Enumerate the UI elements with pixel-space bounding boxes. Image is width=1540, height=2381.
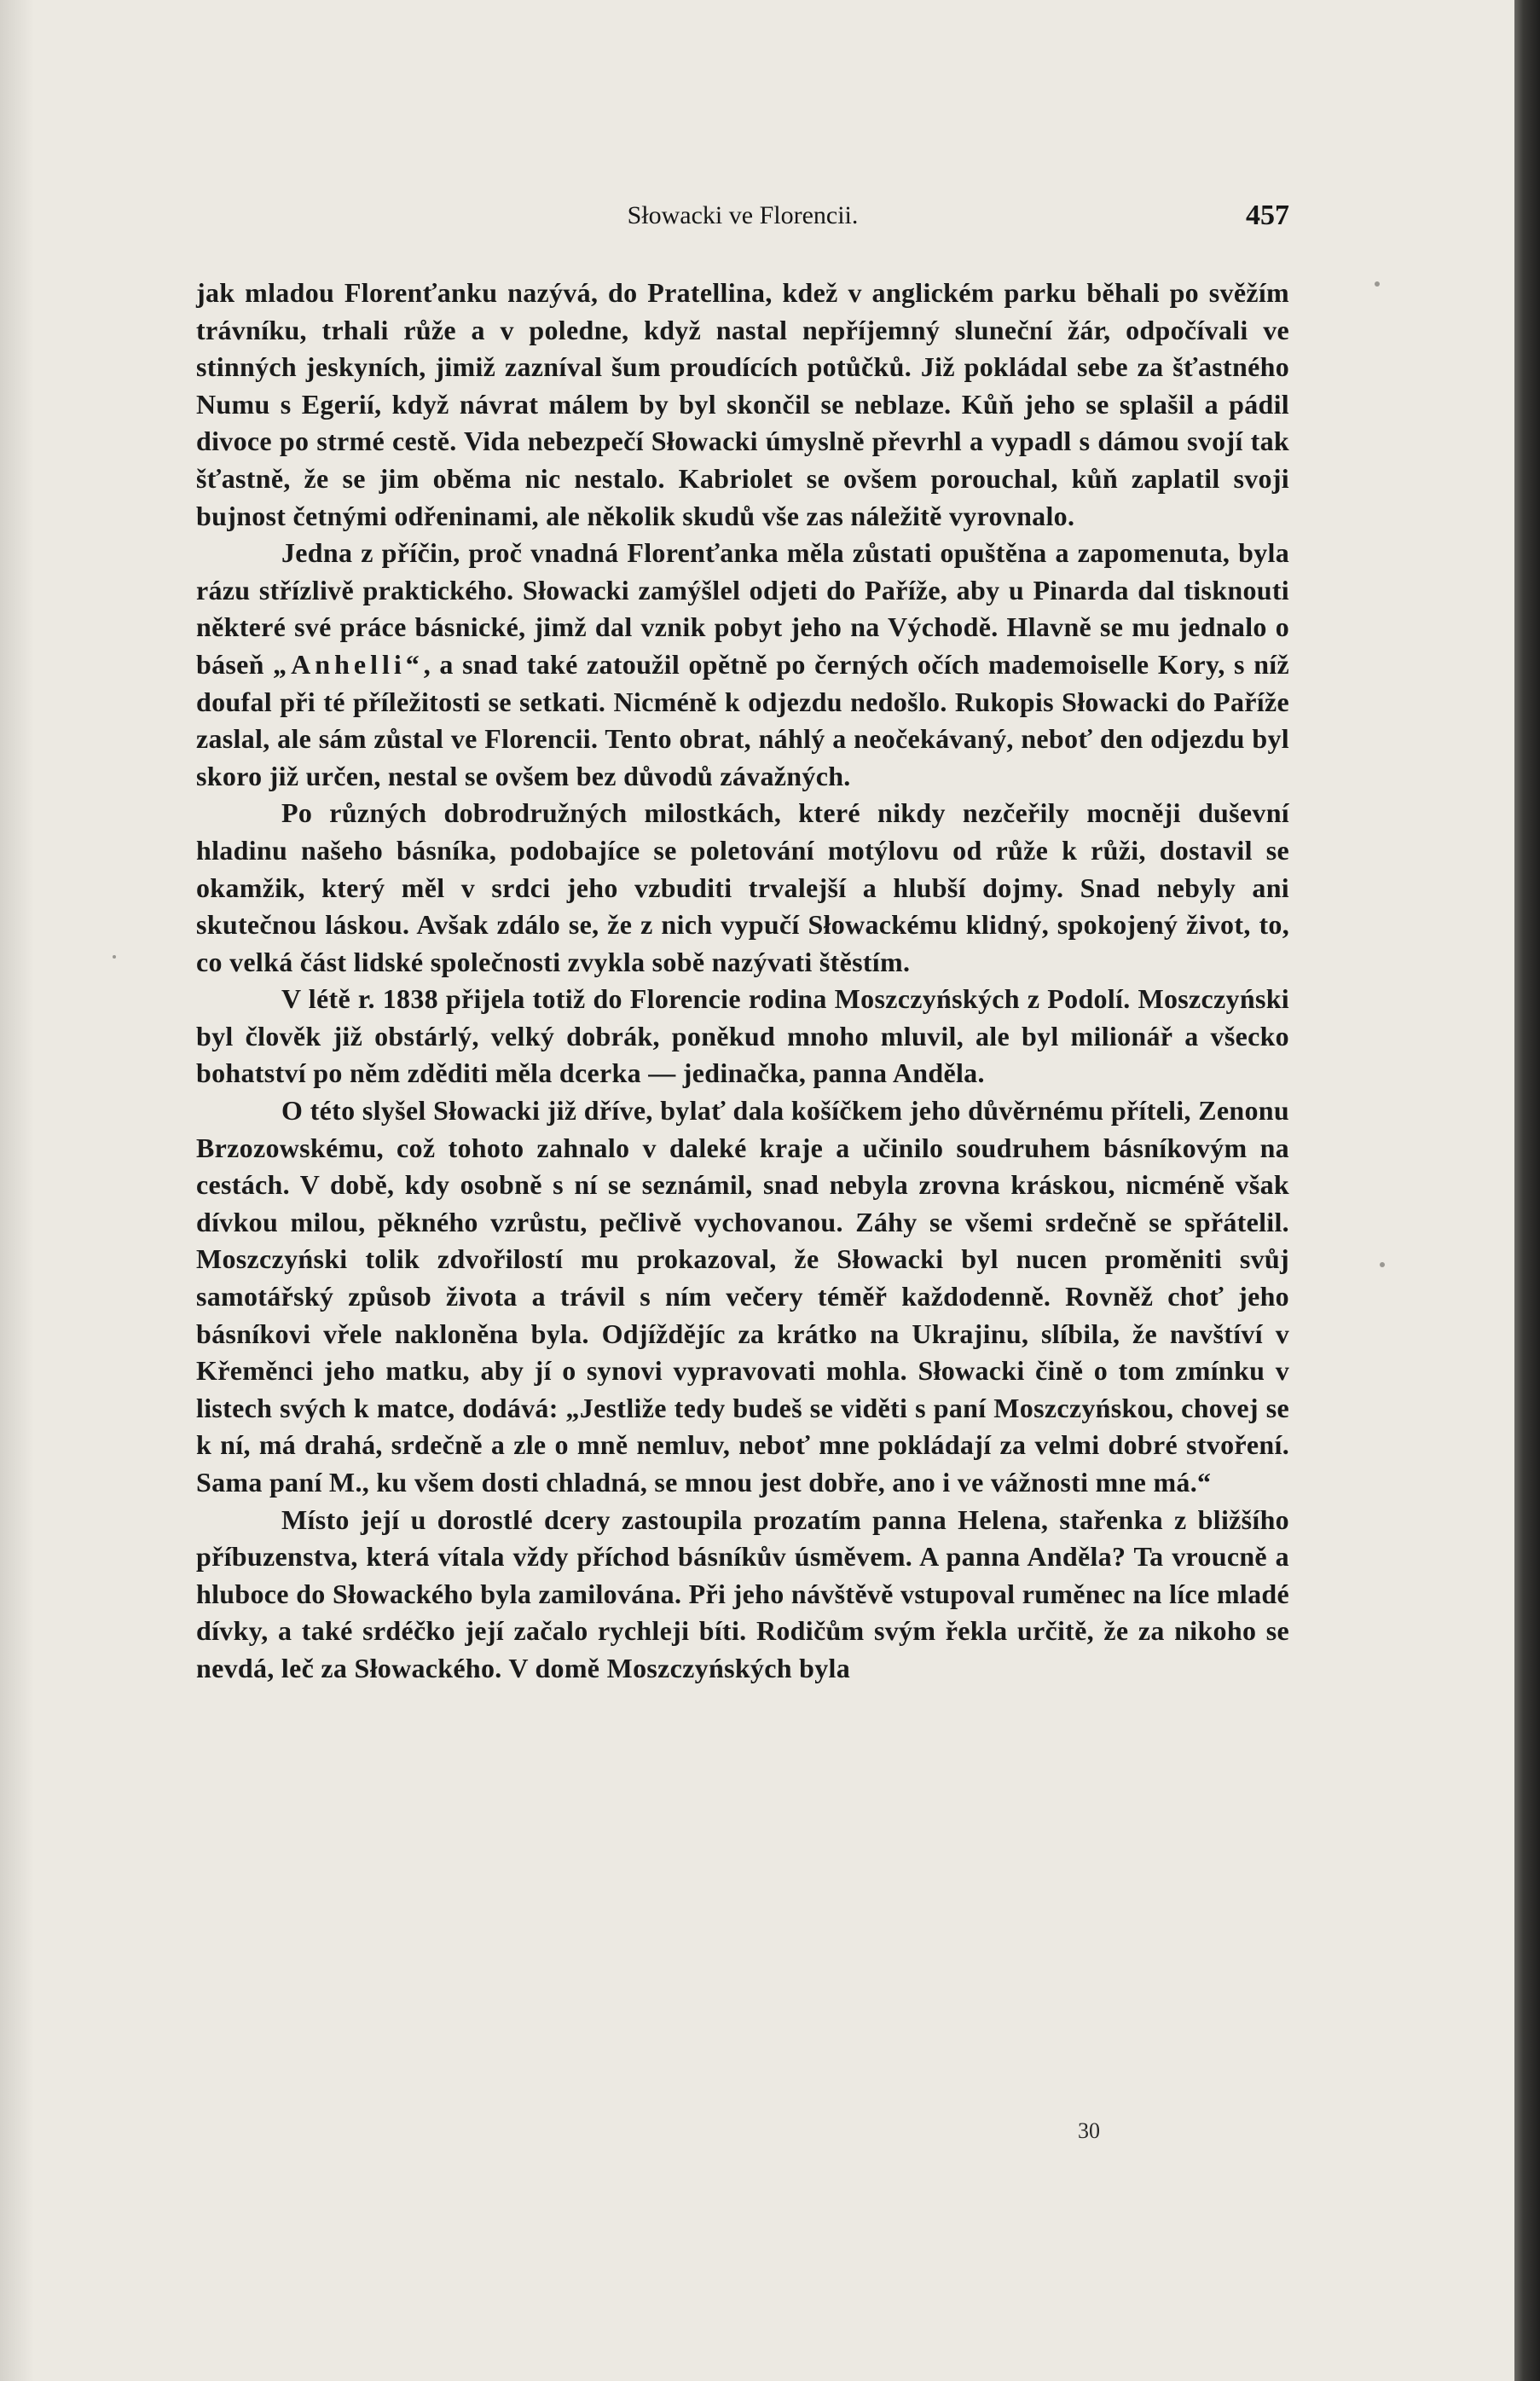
paragraph: jak mladou Florenťanku nazývá, do Pratellina, kdež v anglickém parku běhali po svěžím trávníku, trhali růže a v poledne, když nastal nepříjemný sluneční žár, odpočívali ve stinných jeskyních, jimiž zazníval šum proudících potůčků. Již pokládal sebe za šťastného Numu s Egerií, když návrat málem by byl skončil se neblaze. Kůň jeho se splašil a pádil divoce po strmé cestě. Vida nebezpečí Słowacki úmyslně převrhl a vypadl s dámou svojí tak šťastně, že se jim oběma nic nestalo. Kabriolet se ovšem porouchal, kůň zaplatil svoji bujnost četnými odřeninami, ale několik skudů vše zas náležitě vyrovnalo. xyxy=(196,277,1289,531)
paper-speck xyxy=(1380,1262,1385,1267)
paragraph: Jedna z příčin, proč vnadná Florenťanka měla zůstati opuštěna a zapomenuta, byla rázu střízlivě praktického. Słowacki zamýšlel odjeti do Paříže, aby u Pinarda dal tisknouti některé své práce básnické, jimž dal vznik pobyt jeho na Východě. Hlavně se mu jednalo o báseň „Anhelli“, a snad také zatoužil opětně po černých očích mademoiselle Kory, s níž doufal při té příležitosti se setkati. Nicméně k odjezdu nedošlo. Rukopis Słowacki do Paříže zaslal, ale sám zůstal ve Florencii. Tento obrat, náhlý a neočekávaný, neboť den odjezdu byl skoro již určen, nestal se ovšem bez důvodů závažných. xyxy=(196,537,1289,791)
page-number: 457 xyxy=(1246,200,1289,231)
paragraph: O této slyšel Słowacki již dříve, bylať dala košíčkem jeho důvěrnému příteli, Zenonu Brzozowskému, což tohoto zahnalo v daleké kraje a učinilo soudruhem básníkovým na cestách. V době, kdy osobně s ní se seznámil, snad nebyla zrovna kráskou, nicméně však dívkou milou, pěkného vzrůstu, pečlivě vychovanou. Záhy se všemi srdečně se spřátelil. Moszczyński tolik zdvořilostí mu prokazoval, že Słowacki byl nucen proměniti svůj samotářský způsob života a trávil s ním večery téměř každodenně. Rovněž choť jeho básníkovi vřele nakloněna byla. Odjíždějíc za krátko na Ukrajinu, slíbila, že navštíví v Křeměnci jeho matku, aby jí o synovi vypravovati mohla. Słowacki čině o tom zmínku v listech svých k matce, dodává: „Jestliže tedy budeš se viděti s paní Moszczyńskou, chovej se k ní, má drahá, srdečně a zle o mně nemluv, neboť mne pokládají za velmi dobré stvoření. Sama paní M., ku všem dosti chladná, se mnou jest dobře, ano i ve vážnosti mne má.“ xyxy=(196,1095,1289,1498)
paragraph: Po různých dobrodružných milostkách, které nikdy nezčeřily mocněji duševní hladinu našeho básníka, podobajíce se poletování motýlovu od růže k růži, dostavil se okamžik, který měl v srdci jeho vzbuditi trvalejší a hlubší dojmy. Snad nebyly ani skutečnou láskou. Avšak zdálo se, že z nich vypučí Słowackému klidný, spokojený život, to, co velká část lidské společnosti zvykla sobě nazývati štěstím. xyxy=(196,797,1289,977)
running-head xyxy=(196,194,1289,237)
body-text xyxy=(196,275,1289,1688)
page-edge-shadow xyxy=(1514,0,1540,2381)
paragraph: V létě r. 1838 přijela totiž do Florencie rodina Moszczyńských z Podolí. Moszczyński byl člověk již obstárlý, velký dobrák, poněkud mnoho mluvil, ale byl milionář a všecko bohatství po něm zděditi měla dcerka — jedinačka, panna Anděla. xyxy=(196,983,1289,1089)
signature-mark: 30 xyxy=(1078,2118,1100,2143)
page-gutter-shadow xyxy=(0,0,34,2381)
poem-title-anhelli: „Anhelli“ xyxy=(273,648,424,680)
paper-speck xyxy=(113,955,116,959)
paper-speck xyxy=(1375,281,1380,287)
running-title: Słowacki ve Florencii. xyxy=(627,201,859,229)
paragraph: Místo její u dorostlé dcery zastoupila prozatím panna Helena, stařenka z bližšího příbuzenstva, která vítala vždy příchod básníkův úsměvem. A panna Anděla? Ta vroucně a hluboce do Słowackého byla zamilována. Při jeho návštěvě vstupoval ruměnec na líce mladé dívky, a také srdéčko její začalo rychleji bíti. Rodičům svým řekla určitě, že za nikoho se nevdá, leč za Słowackého. V domě Moszczyńských byla xyxy=(196,1503,1289,1683)
